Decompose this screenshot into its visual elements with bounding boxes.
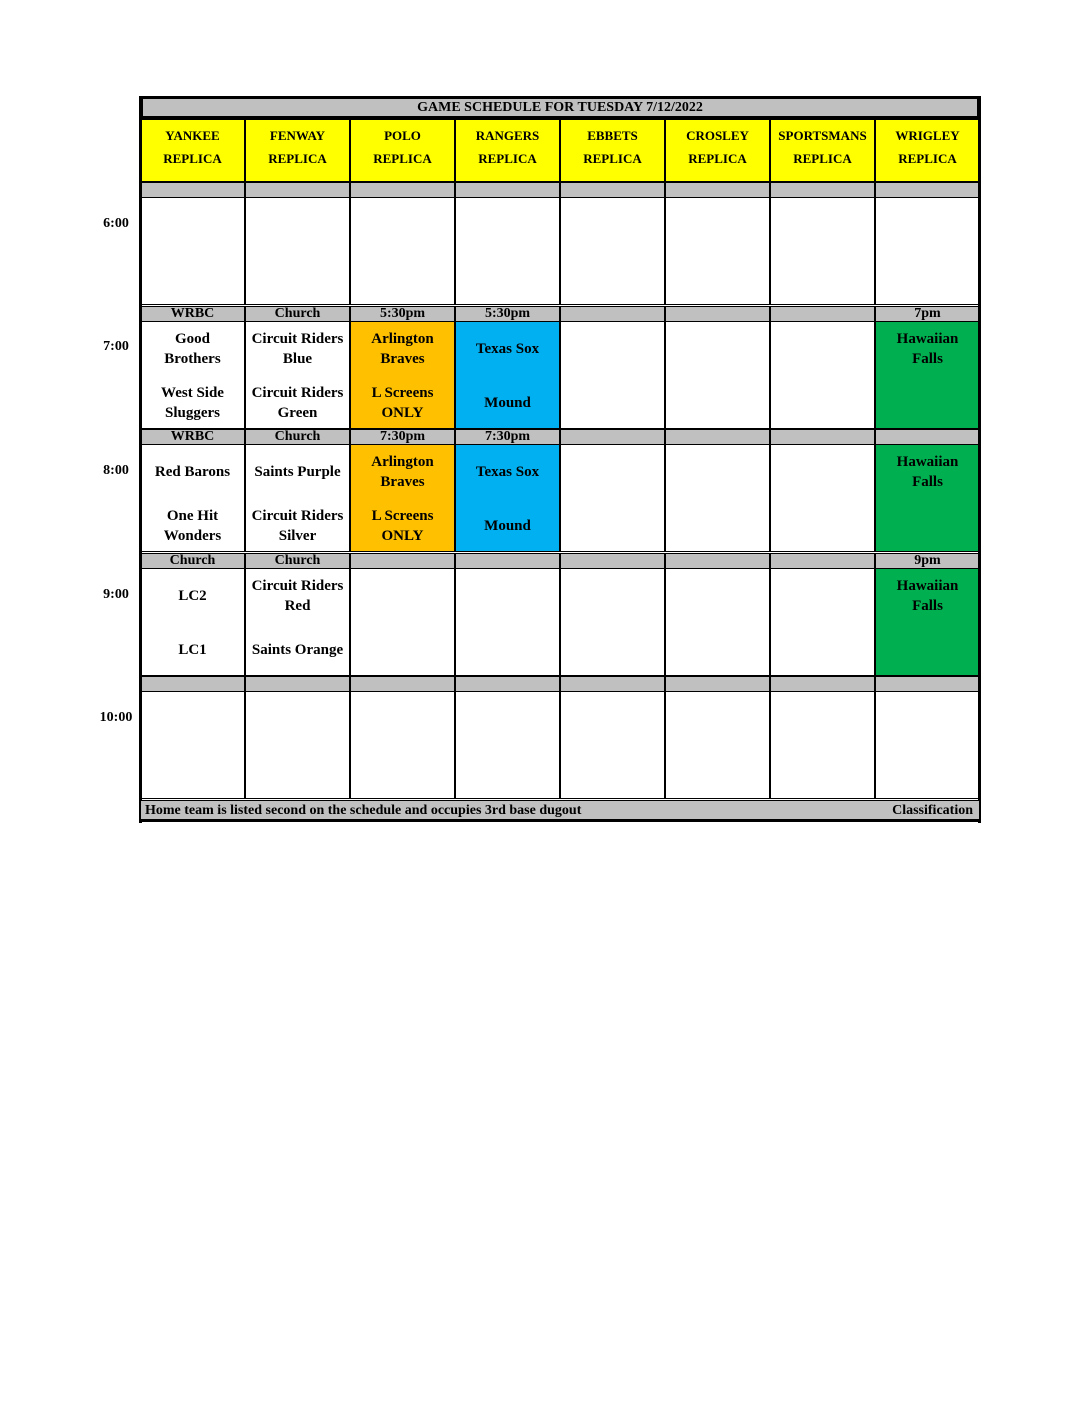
field-sub: REPLICA [583,151,642,166]
field-sub: REPLICA [793,151,852,166]
slot-label-yankee [140,676,245,692]
slot-label-rangers: 7:30pm [455,429,560,445]
slot-label-polo: 5:30pm [350,306,455,322]
time-label: 7:00 [103,339,129,354]
game-text: L Screens [371,508,434,524]
game-cell-polo [350,444,455,552]
game-text: Falls [912,474,943,490]
game-text: ONLY [381,405,424,421]
slot-label-wrigley [875,429,980,445]
slot-label-ebbets [560,306,665,322]
game-text: LC2 [178,588,207,604]
field-name: EBBETS [587,128,638,143]
game-text: Blue [282,351,313,367]
slot-label-sportsmans [770,429,875,445]
slot-label-sportsmans [770,676,875,692]
slot-label-crosley [665,553,770,569]
game-text: Good [174,331,210,347]
slot-label-sportsmans [770,182,875,198]
field-sub: REPLICA [163,151,222,166]
slot-label-fenway [245,676,350,692]
slot-label-crosley [665,676,770,692]
game-cell-sportsmans [770,444,875,552]
field-name: FENWAY [269,128,326,143]
slot-label-fenway: Church [245,429,350,445]
slot-label-ebbets [560,676,665,692]
slot-label-wrigley: 9pm [875,553,980,569]
game-cell-polo [350,691,455,799]
game-cell-polo [350,197,455,305]
game-text: Braves [380,351,425,367]
slot-label-sportsmans [770,553,875,569]
game-text: Hawaiian [896,454,959,470]
slot-label-polo: 7:30pm [350,429,455,445]
game-cell-sportsmans [770,197,875,305]
slot-label-fenway: Church [245,306,350,322]
slot-label-ebbets [560,429,665,445]
game-cell-yankee [140,197,245,305]
game-cell-fenway [245,568,350,676]
slot-label-crosley [665,182,770,198]
slot-label-rangers [455,676,560,692]
game-text: Saints Orange [251,642,344,658]
game-cell-ebbets [560,568,665,676]
game-cell-wrigley [875,568,980,676]
game-text: Falls [912,351,943,367]
game-text: Hawaiian [896,578,959,594]
field-name: WRIGLEY [895,128,960,143]
footer-bar [140,800,980,822]
slot-label-crosley [665,429,770,445]
game-cell-yankee [140,444,245,552]
field-name: CROSLEY [686,128,749,143]
game-cell-yankee [140,321,245,429]
game-text: Circuit Riders [251,508,344,524]
game-cell-rangers [455,197,560,305]
field-sub: REPLICA [373,151,432,166]
slot-label-fenway [245,182,350,198]
field-sub: REPLICA [268,151,327,166]
game-text: Green [277,405,318,421]
game-text: LC1 [178,642,207,658]
slot-label-polo [350,553,455,569]
game-cell-sportsmans [770,568,875,676]
game-text: Texas Sox [475,341,540,357]
slot-label-sportsmans [770,306,875,322]
field-name: POLO [384,128,421,143]
field-header-fenway [245,119,350,182]
game-text: L Screens [371,385,434,401]
game-cell-wrigley [875,321,980,429]
game-cell-rangers [455,444,560,552]
game-cell-fenway [245,444,350,552]
game-text: Circuit Riders [251,385,344,401]
classification-label: Classification [892,803,973,818]
game-text: Saints Purple [254,464,341,480]
game-text: Mound [484,518,531,534]
game-text: Texas Sox [475,464,540,480]
game-cell-ebbets [560,691,665,799]
slot-label-ebbets [560,182,665,198]
game-cell-crosley [665,691,770,799]
slot-label-polo [350,676,455,692]
time-label: 8:00 [103,463,129,478]
game-text: Red Barons [154,464,231,480]
field-name: YANKEE [165,128,220,143]
game-cell-crosley [665,444,770,552]
game-cell-yankee [140,691,245,799]
game-cell-ebbets [560,444,665,552]
field-header-ebbets [560,119,665,182]
game-text: Braves [380,474,425,490]
frame-right-border [978,96,981,823]
time-label: 9:00 [103,587,129,602]
game-cell-sportsmans [770,691,875,799]
field-name: SPORTSMANS [778,128,867,143]
slot-label-polo [350,182,455,198]
slot-label-fenway: Church [245,553,350,569]
field-header-rangers [455,119,560,182]
game-cell-crosley [665,321,770,429]
game-text: Silver [278,528,317,544]
time-label: 6:00 [103,216,129,231]
game-cell-sportsmans [770,321,875,429]
game-cell-rangers [455,568,560,676]
game-text: Falls [912,598,943,614]
game-text: One Hit [166,508,219,524]
slot-label-ebbets [560,553,665,569]
game-text: Arlington [371,331,434,347]
slot-label-crosley [665,306,770,322]
game-text: Hawaiian [896,331,959,347]
game-text: ONLY [381,528,424,544]
field-name: RANGERS [475,128,540,143]
game-text: Arlington [371,454,434,470]
slot-label-wrigley: 7pm [875,306,980,322]
game-text: Sluggers [164,405,220,421]
slot-label-yankee: WRBC [140,306,245,322]
field-header-sportsmans [770,119,875,182]
game-text: Mound [484,395,531,411]
game-cell-rangers [455,691,560,799]
slot-label-rangers [455,182,560,198]
game-text: Wonders [163,528,222,544]
game-text: Circuit Riders [251,331,344,347]
game-cell-polo [350,321,455,429]
frame-left-border [139,96,142,823]
game-text: Circuit Riders [251,578,344,594]
field-header-yankee [140,119,245,182]
game-text: Red [284,598,311,614]
field-header-wrigley [875,119,980,182]
game-cell-rangers [455,321,560,429]
field-sub: REPLICA [898,151,957,166]
slot-label-yankee [140,182,245,198]
slot-label-wrigley [875,676,980,692]
game-text: Brothers [164,351,221,367]
slot-label-rangers [455,553,560,569]
slot-label-wrigley [875,182,980,198]
field-sub: REPLICA [688,151,747,166]
slot-label-yankee: WRBC [140,429,245,445]
game-cell-crosley [665,197,770,305]
field-header-crosley [665,119,770,182]
game-cell-yankee [140,568,245,676]
field-sub: REPLICA [478,151,537,166]
slot-label-yankee: Church [140,553,245,569]
game-cell-crosley [665,568,770,676]
home-team-note: Home team is listed second on the schedule and occupies 3rd base dugout [145,803,582,818]
game-cell-polo [350,568,455,676]
slot-label-rangers: 5:30pm [455,306,560,322]
game-cell-ebbets [560,197,665,305]
game-cell-wrigley [875,197,980,305]
game-cell-fenway [245,197,350,305]
game-cell-wrigley [875,691,980,799]
game-cell-fenway [245,321,350,429]
game-text: West Side [161,385,224,401]
time-label: 10:00 [99,710,133,725]
game-cell-fenway [245,691,350,799]
field-header-polo [350,119,455,182]
game-cell-wrigley [875,444,980,552]
game-cell-ebbets [560,321,665,429]
schedule-title: GAME SCHEDULE FOR TUESDAY 7/12/2022 [140,96,980,119]
